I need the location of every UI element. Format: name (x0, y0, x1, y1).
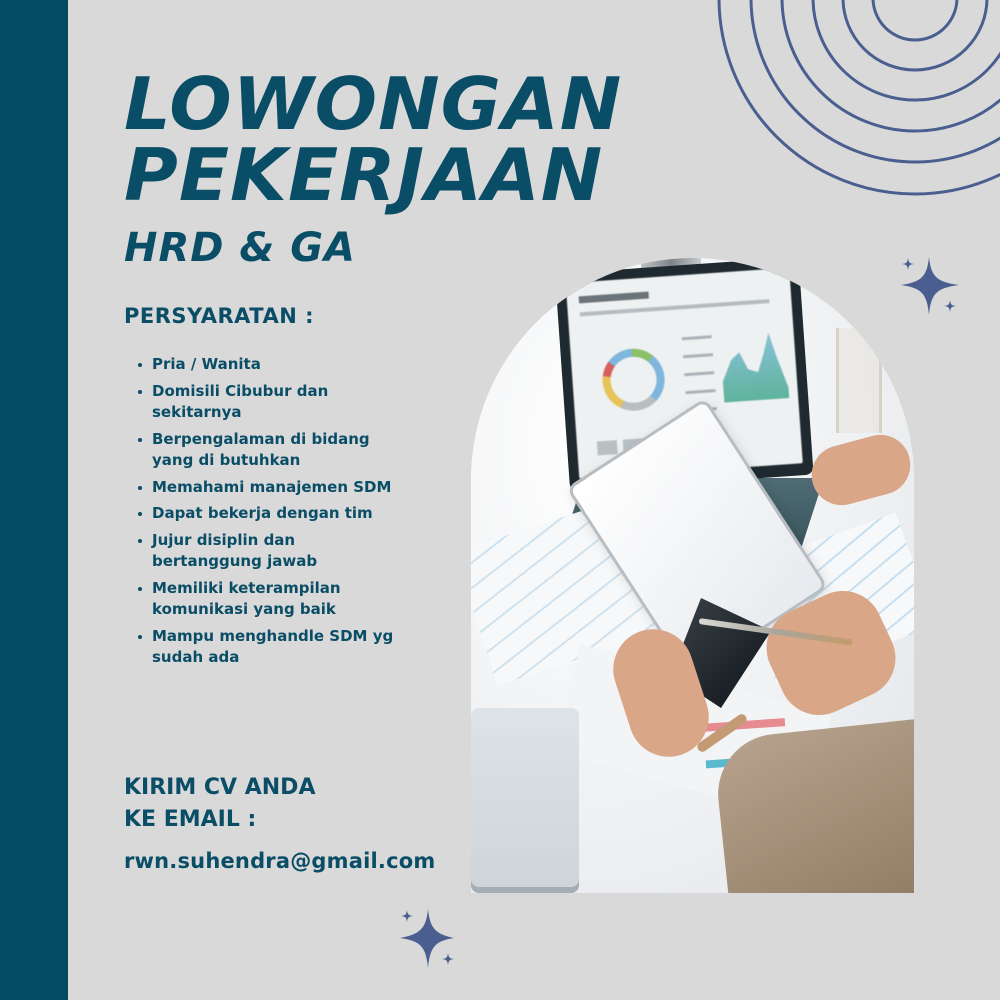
dashboard-subheader (580, 299, 770, 316)
sparkle-icon (397, 906, 461, 970)
sparkle-icon (898, 254, 962, 318)
requirement-item: Memiliki keterampilan komunikasi yang baik (134, 578, 404, 621)
cta-line-2: KE EMAIL : (124, 807, 257, 832)
requirement-item: Berpengalaman di bidang yang di butuhkan (134, 429, 404, 472)
requirements-list (134, 354, 404, 674)
requirement-item: Domisili Cibubur dan sekitarnya (134, 381, 404, 424)
concentric-circles-icon (700, 0, 1000, 220)
cta-line-1: KIRIM CV ANDA (124, 775, 316, 800)
photo-device (471, 708, 579, 893)
contact-email[interactable]: rwn.suhendra@gmail.com (124, 849, 436, 873)
dashboard-header (579, 292, 649, 304)
title-line-2: PEKERJAAN (124, 133, 604, 217)
requirement-item: Mampu menghandle SDM yg sudah ada (134, 626, 404, 669)
photo-glass (836, 328, 882, 433)
area-chart-icon (719, 328, 789, 402)
requirements-heading: PERSYARATAN : (124, 304, 315, 328)
position-title: HRD & GA (124, 225, 357, 271)
donut-chart-icon (600, 347, 666, 413)
title-line-1: LOWONGAN (124, 62, 623, 146)
requirement-item: Memahami manajemen SDM (134, 477, 404, 499)
send-cv-instruction (124, 772, 315, 836)
side-accent-bar (0, 0, 68, 1000)
requirement-item: Dapat bekerja dengan tim (134, 503, 404, 525)
office-photo (471, 258, 914, 893)
requirement-item: Jujur disiplin dan bertanggung jawab (134, 530, 404, 573)
requirement-item: Pria / Wanita (134, 354, 404, 376)
